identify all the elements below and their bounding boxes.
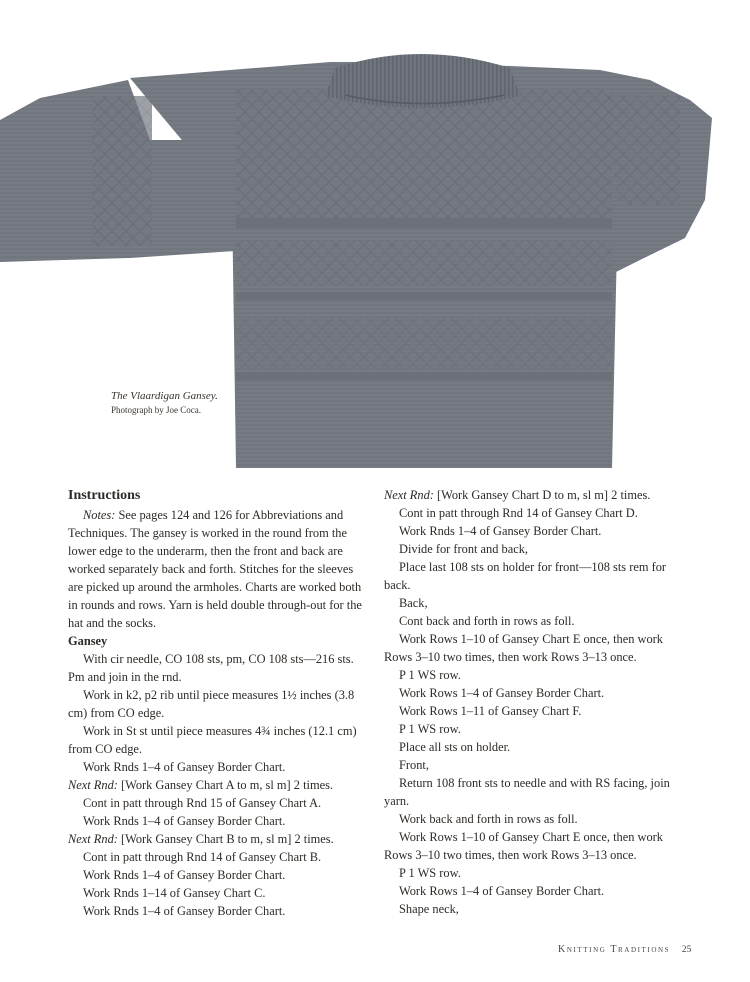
right-column — [384, 486, 686, 918]
instructions-heading: Instructions — [68, 488, 141, 503]
instruction-line: Work Rnds 1–4 of Gansey Border Chart. — [83, 868, 286, 882]
instruction-line: Cont back and forth in rows as foll. — [399, 614, 575, 628]
page-footer — [558, 944, 691, 955]
gansey-heading: Gansey — [68, 634, 108, 648]
left-column — [68, 486, 368, 920]
instruction-line: Work Rnds 1–4 of Gansey Border Chart. — [83, 814, 286, 828]
instruction-line: Work Rows 1–4 of Gansey Border Chart. — [399, 686, 605, 700]
instruction-line: Work Rows 1–10 of Gansey Chart E once, then work Rows 3–10 two times, then work Rows 3–13 once. — [384, 632, 663, 664]
next-rnd-label: Next Rnd: — [384, 488, 434, 502]
instruction-line: Work in k2, p2 rib until piece measures 1½ inches (3.8 cm) from CO edge. — [68, 688, 355, 720]
instruction-line: Work Rnds 1–4 of Gansey Border Chart. — [83, 760, 286, 774]
photo-caption — [111, 389, 251, 417]
instruction-line: Work Rows 1–10 of Gansey Chart E once, then work Rows 3–10 two times, then work Rows 3–13 once. — [384, 830, 663, 862]
instruction-line: P 1 WS row. — [399, 866, 461, 880]
instruction-line: With cir needle, CO 108 sts, pm, CO 108 sts—216 sts. Pm and join in the rnd. — [68, 652, 354, 684]
instruction-line: Cont in patt through Rnd 14 of Gansey Chart D. — [399, 506, 638, 520]
caption-credit: Photograph by Joe Coca. — [111, 405, 201, 415]
instruction-line: Shape neck, — [399, 902, 459, 916]
notes-text: See pages 124 and 126 for Abbreviations and Techniques. The gansey is worked in the round from the lower edge to the underarm, then the front and back are worked separately back and forth. Stitches for the sleeves are picked up around the armholes. Charts are worked both in rounds and rows. Yarn is held double through-out for the hat and the socks. — [68, 508, 362, 630]
instruction-line: Front, — [399, 758, 429, 772]
instruction-line: Divide for front and back, — [399, 542, 529, 556]
instruction-line: Work back and forth in rows as foll. — [399, 812, 578, 826]
instruction-text: [Work Gansey Chart D to m, sl m] 2 times. — [433, 488, 651, 502]
instruction-line: Return 108 front sts to needle and with RS facing, join yarn. — [384, 776, 670, 808]
instruction-line: P 1 WS row. — [399, 722, 461, 736]
instruction-line: Back, — [399, 596, 428, 610]
instruction-line: Work Rows 1–11 of Gansey Chart F. — [399, 704, 582, 718]
instruction-line: Cont in patt through Rnd 14 of Gansey Chart B. — [83, 850, 322, 864]
instruction-line: Work in St st until piece measures 4¾ inches (12.1 cm) from CO edge. — [68, 724, 357, 756]
instruction-text: [Work Gansey Chart A to m, sl m] 2 times. — [117, 778, 334, 792]
caption-title: The Vlaardigan Gansey. — [111, 390, 218, 402]
instruction-line — [384, 486, 686, 504]
instruction-line: Place all sts on holder. — [399, 740, 511, 754]
instruction-line — [68, 830, 368, 848]
instruction-line: Cont in patt through Rnd 15 of Gansey Chart A. — [83, 796, 322, 810]
notes-paragraph — [68, 506, 368, 632]
notes-label: Notes: — [83, 508, 116, 522]
instruction-line — [68, 776, 368, 794]
page-number: 25 — [681, 945, 692, 955]
instruction-line: Work Rnds 1–4 of Gansey Border Chart. — [399, 524, 602, 538]
instruction-line: Work Rnds 1–14 of Gansey Chart C. — [83, 886, 266, 900]
instruction-line: Place last 108 sts on holder for front—108 sts rem for back. — [384, 560, 667, 592]
publication-title: Knitting Traditions — [558, 944, 671, 955]
instruction-text: [Work Gansey Chart B to m, sl m] 2 times. — [117, 832, 334, 846]
next-rnd-label: Next Rnd: — [68, 832, 118, 846]
next-rnd-label: Next Rnd: — [68, 778, 118, 792]
instruction-line: Work Rnds 1–4 of Gansey Border Chart. — [83, 904, 286, 918]
instruction-line: Work Rows 1–4 of Gansey Border Chart. — [399, 884, 605, 898]
instruction-line: P 1 WS row. — [399, 668, 461, 682]
